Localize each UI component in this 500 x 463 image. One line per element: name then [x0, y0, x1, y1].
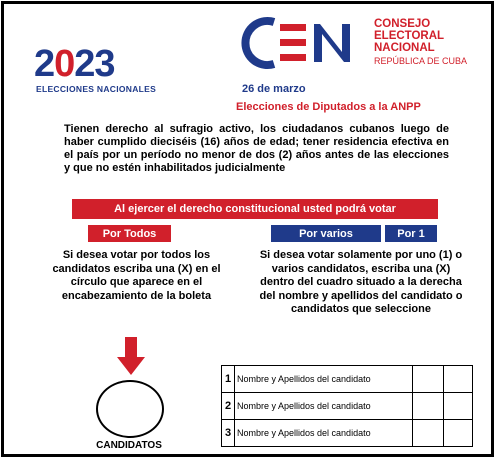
vote-checkbox[interactable]	[413, 420, 444, 447]
down-arrow-icon	[117, 337, 145, 375]
ballot-row	[222, 366, 473, 393]
ballot-extra-cell	[444, 393, 473, 420]
candidatos-caption: CANDIDATOS	[96, 440, 162, 451]
elecciones-2023-logo	[34, 44, 204, 94]
year-2023-text: 2023	[34, 43, 115, 85]
ballot-extra-cell	[444, 366, 473, 393]
cen-line-electoral: ELECTORAL	[374, 30, 445, 42]
ballot-row	[222, 393, 473, 420]
cen-line-republica: REPÚBLICA DE CUBA	[374, 56, 468, 66]
candidate-name: Nombre y Apellidos del candidato	[235, 366, 413, 393]
candidate-name: Nombre y Apellidos del candidato	[235, 420, 413, 447]
cen-line-nacional: NACIONAL	[374, 42, 435, 54]
candidate-name: Nombre y Apellidos del candidato	[235, 393, 413, 420]
election-date: 26 de marzo	[242, 83, 306, 95]
vote-checkbox[interactable]	[413, 393, 444, 420]
por-uno-tag: Por 1	[385, 225, 437, 242]
elecciones-nacionales-label: ELECCIONES NACIONALES	[36, 84, 157, 94]
por-varios-tag: Por varios	[271, 225, 381, 242]
candidate-number: 1	[222, 366, 235, 393]
cen-logo-icon	[234, 16, 366, 70]
year-check-zero: 0	[54, 43, 75, 85]
eligibility-paragraph: Tienen derecho al sufragio activo, los ciudadanos cubanos luego de haber cumplido dieciséis (16) años de edad; tener residencia efectiva en el país por un período no menor de dos (2) años antes de las elecciones y que no estén inhabilitados judicialmente	[64, 123, 449, 174]
por-todos-tag: Por Todos	[88, 225, 171, 242]
ballot-row	[222, 420, 473, 447]
vote-checkbox[interactable]	[413, 366, 444, 393]
ballot-extra-cell	[444, 420, 473, 447]
candidate-number: 3	[222, 420, 235, 447]
election-title: Elecciones de Diputados a la ANPP	[236, 101, 421, 113]
cen-logo	[234, 14, 489, 74]
ballot-table	[221, 365, 473, 447]
cen-line-consejo: CONSEJO	[374, 18, 431, 30]
candidate-number: 2	[222, 393, 235, 420]
vote-selected-instructions: Si desea votar solamente por uno (1) o varios candidatos, escriba una (X) dentro del cuadro situado a la derecha del nombre y apellidos del candidato o candidatos que seleccione	[259, 249, 463, 315]
vote-all-circle[interactable]	[96, 380, 164, 438]
constitutional-right-banner: Al ejercer el derecho constitucional usted podrá votar	[72, 199, 438, 219]
vote-all-instructions: Si desea votar por todos los candidatos escriba una (X) en el círculo que aparece en el encabezamiento de la boleta	[52, 249, 221, 302]
infographic-card	[1, 1, 494, 457]
